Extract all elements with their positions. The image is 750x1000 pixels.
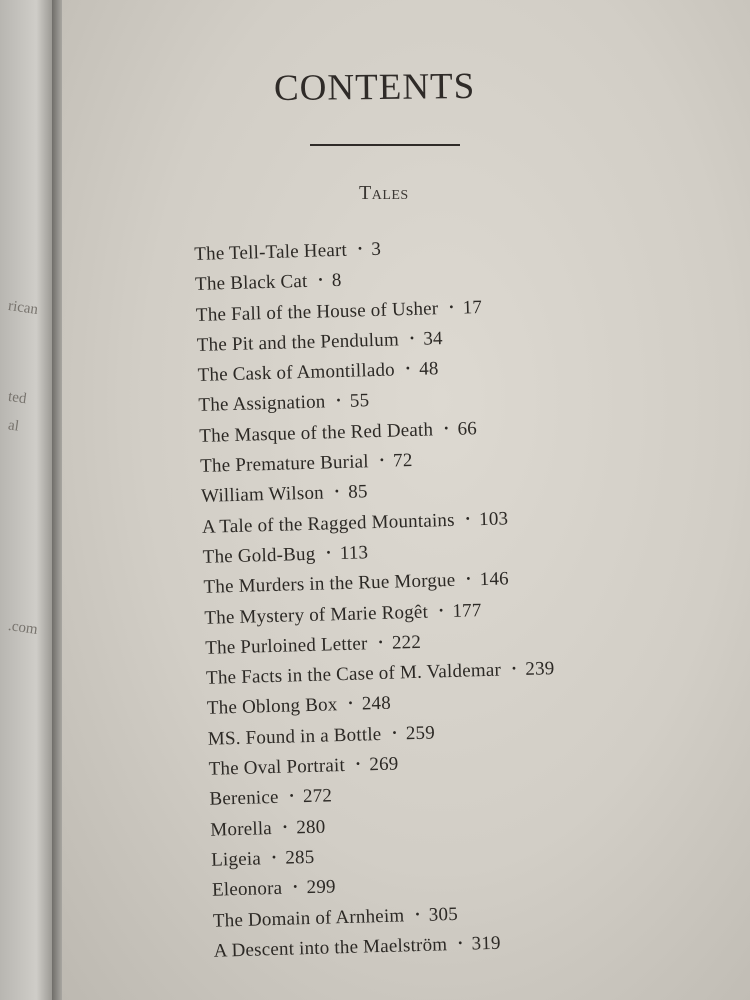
toc-entry-title: The Oblong Box — [206, 694, 338, 720]
bullet-separator: • — [289, 788, 295, 803]
book-gutter — [52, 0, 62, 1000]
bullet-separator: • — [326, 545, 331, 560]
toc-entry-title: The Pit and the Pendulum — [196, 329, 400, 356]
bullet-separator: • — [348, 696, 354, 711]
toc-entry-title: The Fall of the House of Usher — [195, 297, 439, 326]
bullet-separator: • — [438, 602, 444, 617]
toc-entry-page-number: 280 — [295, 816, 326, 839]
toc-entry-title: The Premature Burial — [199, 451, 370, 477]
toc-entry-page-number: 319 — [471, 932, 502, 955]
toc-entry-title: The Oval Portrait — [208, 755, 346, 780]
toc-entry-page-number: 3 — [371, 238, 382, 261]
toc-entry-title: The Purloined Letter — [204, 633, 368, 659]
toc-entry-title: The Tell-Tale Heart — [194, 239, 348, 265]
toc-entry-page-number: 239 — [525, 658, 555, 681]
bullet-separator: • — [457, 935, 463, 950]
toc-entry-title: The Masque of the Red Death — [199, 419, 434, 447]
bullet-separator: • — [378, 634, 384, 649]
toc-entry-page-number: 222 — [391, 631, 422, 654]
toc-entry-page-number: 305 — [428, 903, 459, 926]
bullet-separator: • — [355, 756, 361, 771]
bullet-separator: • — [357, 241, 363, 256]
toc-entry-title: A Tale of the Ragged Mountains — [201, 509, 455, 538]
toc-entry-page-number: 34 — [423, 327, 444, 350]
bullet-separator: • — [292, 879, 298, 894]
toc-entry-page-number: 66 — [457, 417, 478, 440]
facing-page-text-fragment: ted — [7, 388, 28, 408]
page-title: CONTENTS — [273, 65, 476, 110]
toc-entry-page-number: 259 — [405, 722, 436, 745]
toc-entry-page-number: 55 — [349, 390, 370, 413]
title-rule — [310, 144, 460, 146]
toc-entry-page-number: 272 — [302, 785, 333, 808]
section-title: Tales — [359, 182, 409, 204]
bullet-separator: • — [409, 330, 415, 345]
bullet-separator: • — [336, 393, 342, 408]
toc-entry-page-number: 103 — [478, 508, 509, 530]
facing-page-text-fragment: .com — [7, 618, 39, 638]
bullet-separator: • — [392, 725, 397, 740]
toc-entry-page-number: 8 — [331, 270, 342, 292]
toc-entry-title: Eleonora — [211, 878, 283, 901]
toc-entry-title: The Gold-Bug — [202, 543, 316, 568]
bullet-separator: • — [443, 420, 449, 435]
facing-page-text-fragment: rican — [7, 297, 40, 319]
bullet-separator: • — [282, 819, 288, 834]
toc-entry-title: The Assignation — [198, 391, 326, 417]
toc-entry-title: The Murders in the Rue Morgue — [203, 570, 456, 599]
toc-entry-title: The Domain of Arnheim — [212, 904, 405, 932]
toc-entry-title: The Black Cat — [194, 271, 308, 296]
bullet-separator: • — [405, 361, 411, 376]
toc-entry-title: William Wilson — [200, 482, 325, 508]
toc-entry-page-number: 48 — [418, 358, 439, 380]
toc-entry-page-number: 177 — [452, 599, 482, 622]
toc-entry-title: A Descent into the Maelström — [213, 934, 448, 962]
toc-entry-title: The Cask of Amontillado — [197, 359, 396, 387]
bullet-separator: • — [318, 272, 323, 287]
toc-entry-title: Ligeia — [210, 848, 262, 871]
toc-entry-title: Berenice — [209, 787, 279, 811]
toc-entry-title: The Mystery of Marie Rogêt — [204, 601, 429, 629]
toc-entry-page-number: 299 — [306, 876, 337, 899]
bullet-separator: • — [511, 661, 517, 676]
bullet-separator: • — [334, 484, 340, 499]
toc-entry-page-number: 248 — [361, 693, 392, 715]
bullet-separator: • — [379, 452, 385, 467]
toc-entry-title: Morella — [210, 817, 273, 841]
toc-entry-page-number: 72 — [392, 450, 413, 472]
bullet-separator: • — [466, 571, 471, 586]
facing-page-text-fragment: al — [7, 417, 20, 435]
toc-entry-page-number: 113 — [339, 542, 369, 565]
table-of-contents — [194, 234, 563, 971]
toc-entry-title: The Facts in the Case of M. Valdemar — [205, 659, 502, 689]
facing-page — [0, 0, 52, 1000]
toc-entry-title: MS. Found in a Bottle — [207, 723, 382, 750]
toc-entry-page-number: 285 — [285, 846, 315, 869]
bullet-separator: • — [271, 849, 277, 864]
bullet-separator: • — [465, 511, 471, 526]
toc-entry-page-number: 146 — [479, 568, 510, 591]
contents-page — [62, 0, 750, 1000]
bullet-separator: • — [449, 299, 454, 314]
toc-entry-page-number: 17 — [462, 296, 483, 319]
toc-entry-page-number: 85 — [347, 481, 368, 504]
toc-entry-page-number: 269 — [369, 753, 399, 776]
bullet-separator: • — [415, 906, 420, 921]
